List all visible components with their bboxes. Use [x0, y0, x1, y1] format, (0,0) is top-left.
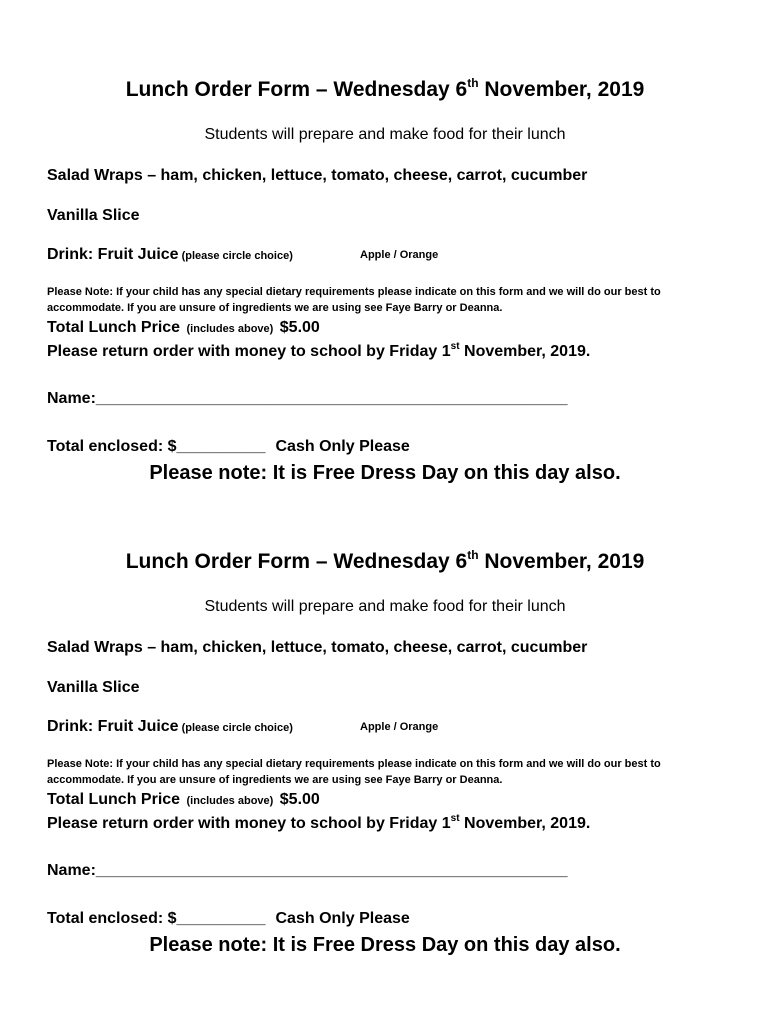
free-dress-note: Please note: It is Free Dress Day on this day also.	[149, 462, 621, 484]
return-text: Please return order with money to school by Friday 1	[47, 343, 451, 360]
enclosed-line	[47, 438, 410, 456]
return-superscript: st	[450, 341, 460, 352]
drink-choice[interactable]: Apple / Orange	[360, 249, 439, 261]
enclosed-field[interactable]: Total enclosed: $__________	[47, 910, 266, 927]
drink-hint: (please circle choice)	[181, 250, 293, 262]
drink-label: Drink: Fruit Juice	[47, 718, 179, 735]
title-text: Lunch Order Form – Wednesday 6	[125, 78, 468, 101]
title-superscript: th	[467, 76, 479, 90]
enclosed-line	[47, 910, 410, 928]
drink-choice[interactable]: Apple / Orange	[360, 721, 439, 733]
form-title	[0, 550, 770, 574]
menu-item-salad-wraps: Salad Wraps – ham, chicken, lettuce, tomato, cheese, carrot, cucumber	[47, 167, 588, 184]
price-hint: (includes above)	[186, 795, 274, 807]
title-text: Lunch Order Form – Wednesday 6	[125, 550, 468, 573]
drink-line	[47, 246, 439, 264]
menu-item-vanilla-slice: Vanilla Slice	[47, 207, 140, 224]
return-superscript: st	[450, 813, 460, 824]
dietary-note: Please Note: If your child has any special dietary requirements please indicate on this form and we will do our best to accommodate. If you are unsure of ingredients we are using see Faye Barry or Deanna.	[47, 758, 661, 786]
cash-only-note: Cash Only Please	[275, 438, 410, 455]
return-line	[47, 815, 590, 833]
cash-only-note: Cash Only Please	[275, 910, 410, 927]
price-line	[47, 319, 320, 337]
price-value: $5.00	[279, 319, 320, 336]
enclosed-field[interactable]: Total enclosed: $__________	[47, 438, 266, 455]
title-date: November, 2019	[478, 78, 645, 101]
drink-hint: (please circle choice)	[181, 722, 293, 734]
price-label: Total Lunch Price	[47, 319, 181, 336]
form-subtitle: Students will prepare and make food for their lunch	[204, 598, 566, 615]
form-subtitle: Students will prepare and make food for their lunch	[204, 126, 566, 143]
price-hint: (includes above)	[186, 323, 274, 335]
price-label: Total Lunch Price	[47, 791, 181, 808]
title-date: November, 2019	[478, 550, 645, 573]
menu-item-salad-wraps: Salad Wraps – ham, chicken, lettuce, tomato, cheese, carrot, cucumber	[47, 639, 588, 656]
free-dress-note: Please note: It is Free Dress Day on this day also.	[149, 934, 621, 956]
drink-label: Drink: Fruit Juice	[47, 246, 179, 263]
form-title	[0, 78, 770, 102]
drink-line	[47, 718, 439, 736]
name-field[interactable]: Name:_____________________________________________________	[47, 862, 568, 879]
price-value: $5.00	[279, 791, 320, 808]
title-superscript: th	[467, 548, 479, 562]
return-date: November, 2019.	[459, 343, 591, 360]
price-line	[47, 791, 320, 809]
menu-item-vanilla-slice: Vanilla Slice	[47, 679, 140, 696]
name-field[interactable]: Name:_____________________________________________________	[47, 390, 568, 407]
dietary-note: Please Note: If your child has any special dietary requirements please indicate on this form and we will do our best to accommodate. If you are unsure of ingredients we are using see Faye Barry or Deanna.	[47, 286, 661, 314]
return-text: Please return order with money to school by Friday 1	[47, 815, 451, 832]
return-line	[47, 343, 590, 361]
return-date: November, 2019.	[459, 815, 591, 832]
